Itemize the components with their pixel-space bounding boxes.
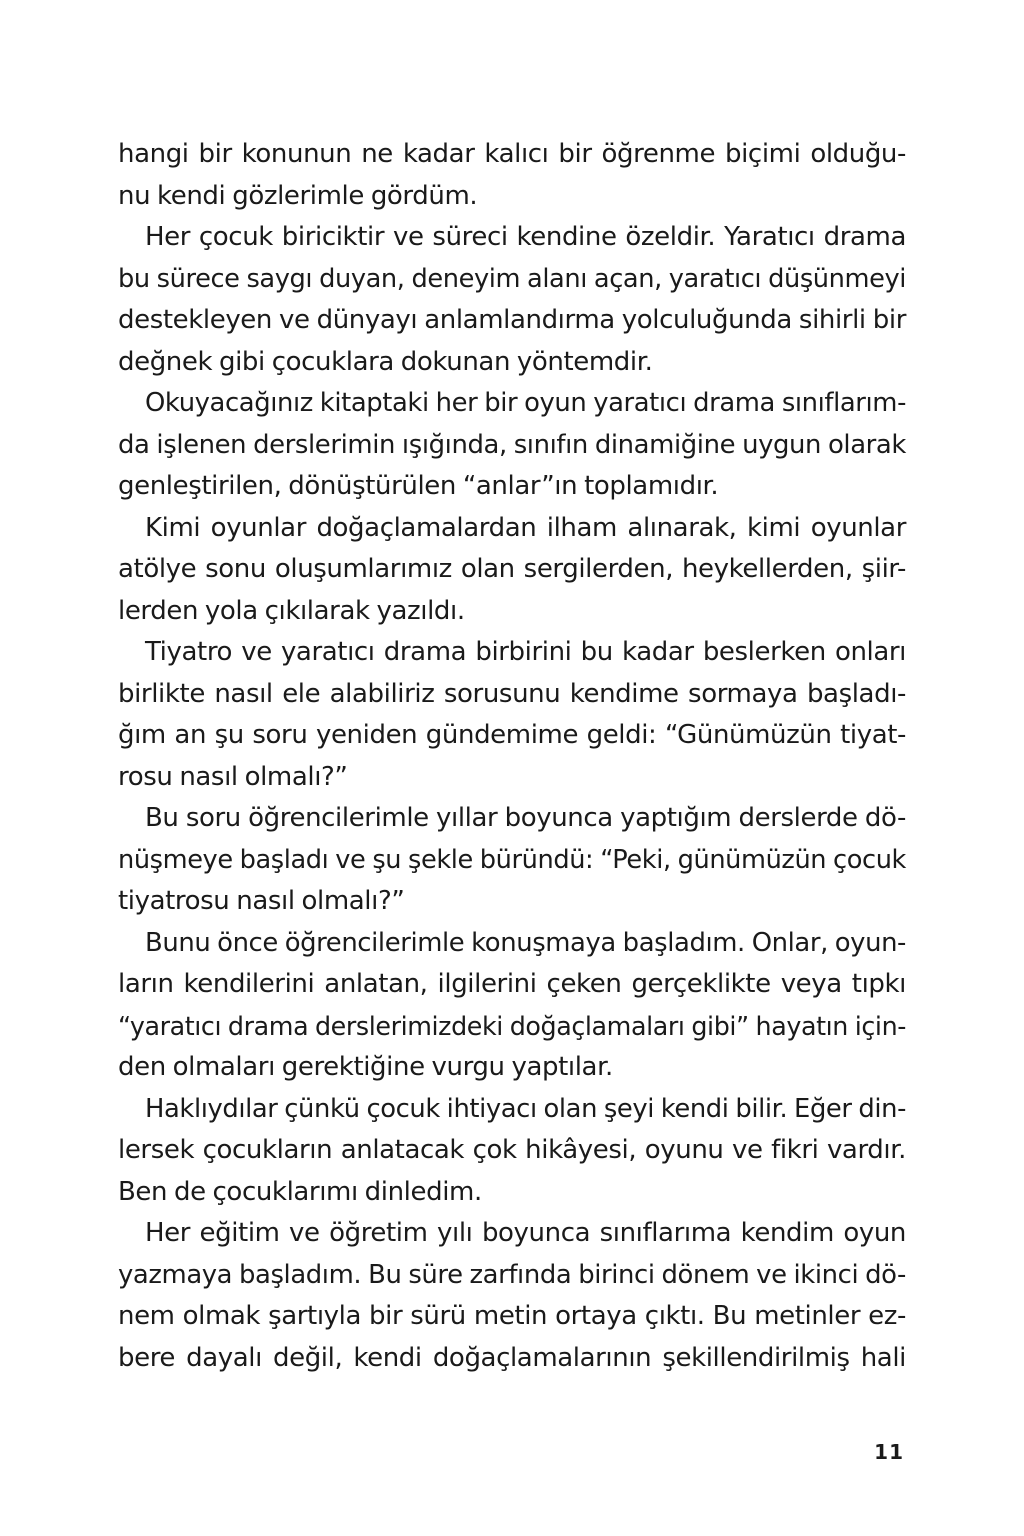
- text-line: hangi bir konunun ne kadar kalıcı bir öğrenme biçimi olduğu-: [118, 139, 906, 169]
- text-line: bere dayalı değil, kendi doğaçlamalarının şekillendirilmiş hali: [118, 1342, 906, 1373]
- text-line: Her çocuk biriciktir ve süreci kendine özeldir. Yaratıcı drama: [145, 222, 906, 252]
- text-line: ların kendilerini anlatan, ilgilerini çeken gerçeklikte veya tıpkı: [118, 969, 906, 999]
- text-line: ğım an şu soru yeniden gündemime geldi: “Günümüzün tiyat-: [118, 720, 906, 750]
- text-line: yazmaya başladım. Bu süre zarfında birinci dönem ve ikinci dö-: [118, 1259, 906, 1290]
- text-line: rosu nasıl olmalı?”: [118, 761, 348, 792]
- text-line: genleştirilen, dönüştürülen “anlar”ın toplamıdır.: [118, 471, 719, 501]
- text-line: nüşmeye başladı ve şu şekle büründü: “Peki, günümüzün çocuk: [118, 844, 906, 875]
- text-line: nem olmak şartıyla bir sürü metin ortaya çıktı. Bu metinler ez-: [118, 1301, 906, 1331]
- text-line: Her eğitim ve öğretim yılı boyunca sınıflarıma kendim oyun: [145, 1218, 906, 1248]
- text-line: den olmaları gerektiğine vurgu yaptılar.: [118, 1052, 613, 1082]
- text-line: destekleyen ve dünyayı anlamlandırma yolculuğunda sihirli bir: [118, 305, 906, 335]
- page-number: 11: [874, 1440, 904, 1464]
- text-line: lersek çocukların anlatacak çok hikâyesi, oyunu ve fikri vardır.: [118, 1135, 906, 1165]
- text-line: “yaratıcı drama derslerimizdeki doğaçlamaları gibi” hayatın için-: [118, 1010, 906, 1041]
- text-line: Okuyacağınız kitaptaki her bir oyun yaratıcı drama sınıflarım-: [145, 388, 906, 418]
- text-line: birlikte nasıl ele alabiliriz sorusunu kendime sormaya başladı-: [118, 678, 906, 709]
- body-text: [118, 134, 906, 1379]
- text-line: atölye sonu oluşumlarımız olan sergilerden, heykellerden, şiir-: [118, 554, 906, 584]
- text-line: lerden yola çıkılarak yazıldı.: [118, 595, 465, 626]
- text-line: Bu soru öğrencilerimle yıllar boyunca yaptığım derslerde dö-: [145, 803, 906, 833]
- text-line: da işlenen derslerimin ışığında, sınıfın dinamiğine uygun olarak: [118, 429, 906, 460]
- text-line: Bunu önce öğrencilerimle konuşmaya başladım. Onlar, oyun-: [145, 927, 906, 958]
- text-line: Haklıydılar çünkü çocuk ihtiyacı olan şeyi kendi bilir. Eğer din-: [145, 1093, 907, 1124]
- text-line: bu sürece saygı duyan, deneyim alanı açan, yaratıcı düşünmeyi: [118, 263, 906, 294]
- text-line: değnek gibi çocuklara dokunan yöntemdir.: [118, 346, 653, 377]
- text-line: tiyatrosu nasıl olmalı?”: [118, 886, 405, 916]
- text-line: Tiyatro ve yaratıcı drama birbirini bu kadar beslerken onları: [145, 637, 906, 667]
- text-line: Ben de çocuklarımı dinledim.: [118, 1176, 482, 1207]
- text-line: nu kendi gözlerimle gördüm.: [118, 180, 478, 211]
- text-line: Kimi oyunlar doğaçlamalardan ilham alınarak, kimi oyunlar: [145, 512, 906, 543]
